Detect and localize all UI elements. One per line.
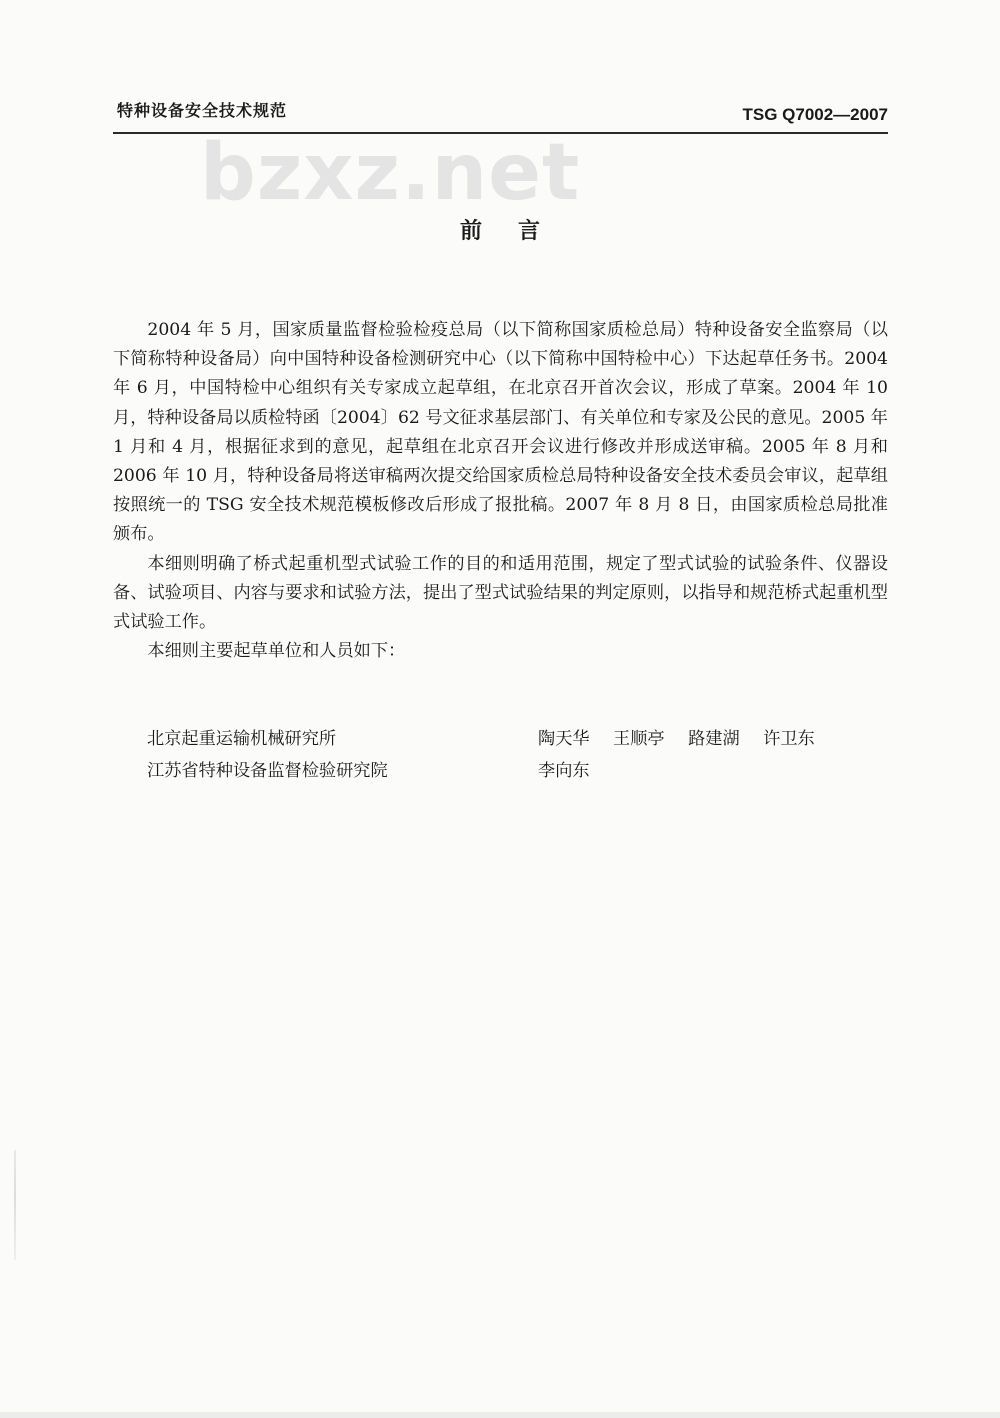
scan-bottom-edge	[0, 1412, 1000, 1418]
drafting-unit-row	[113, 724, 888, 756]
drafter-name: 许卫东	[763, 729, 815, 749]
preface-body	[113, 316, 888, 666]
drafter-name: 王顺亭	[613, 729, 665, 749]
header-series-title: 特种设备安全技术规范	[117, 101, 288, 120]
scan-shadow	[14, 1150, 16, 1260]
header-standard-code: TSG Q7002—2007	[742, 105, 888, 124]
paragraph-scope: 本细则明确了桥式起重机型式试验工作的目的和适用范围，规定了型式试验的试验条件、仪器设备、试验项目、内容与要求和试验方法，提出了型式试验结果的判定原则，以指导和规范桥式起重机型式试验工作。	[113, 553, 888, 633]
paragraph-history: 2004 年 5 月，国家质量监督检验检疫总局（以下简称国家质检总局）特种设备安全监察局（以下简称特种设备局）向中国特种设备检测研究中心（以下简称中国特检中心）下达起草任务书。2004 年 6 月，中国特检中心组织有关专家成立起草组，在北京召开首次会议，形成了草案。2004 年 10 月，特种设备局以质检特函〔2004〕62 号文征求基层部门、有关单位和专家及公民的意见。2005 年 1 月和 4 月，根据征求到的意见，起草组在北京召开会议进行修改并形成送审稿。2005 年 8 月和 2006 年 10 月，特种设备局将送审稿两次提交给国家质检总局特种设备安全技术委员会审议，起草组按照统一的 TSG 安全技术规范模板修改后形成了报批稿。2007 年 8 月 8 日，由国家质检总局批准颁布。	[113, 320, 888, 545]
drafting-unit-name: 江苏省特种设备监督检验研究院	[147, 761, 388, 781]
drafting-unit-name: 北京起重运输机械研究所	[147, 729, 337, 749]
drafter-name: 李向东	[538, 761, 590, 781]
watermark: bzxz.net	[200, 128, 581, 218]
drafter-name: 陶天华	[538, 729, 590, 749]
drafting-unit-people	[538, 756, 608, 787]
paragraph-drafters-intro: 本细则主要起草单位和人员如下：	[147, 641, 406, 662]
drafter-name: 路建湖	[688, 729, 740, 749]
drafting-unit-people	[538, 724, 833, 755]
drafting-unit-row	[113, 756, 888, 788]
page-title: 前言	[459, 219, 576, 244]
drafting-units-list	[113, 724, 888, 788]
